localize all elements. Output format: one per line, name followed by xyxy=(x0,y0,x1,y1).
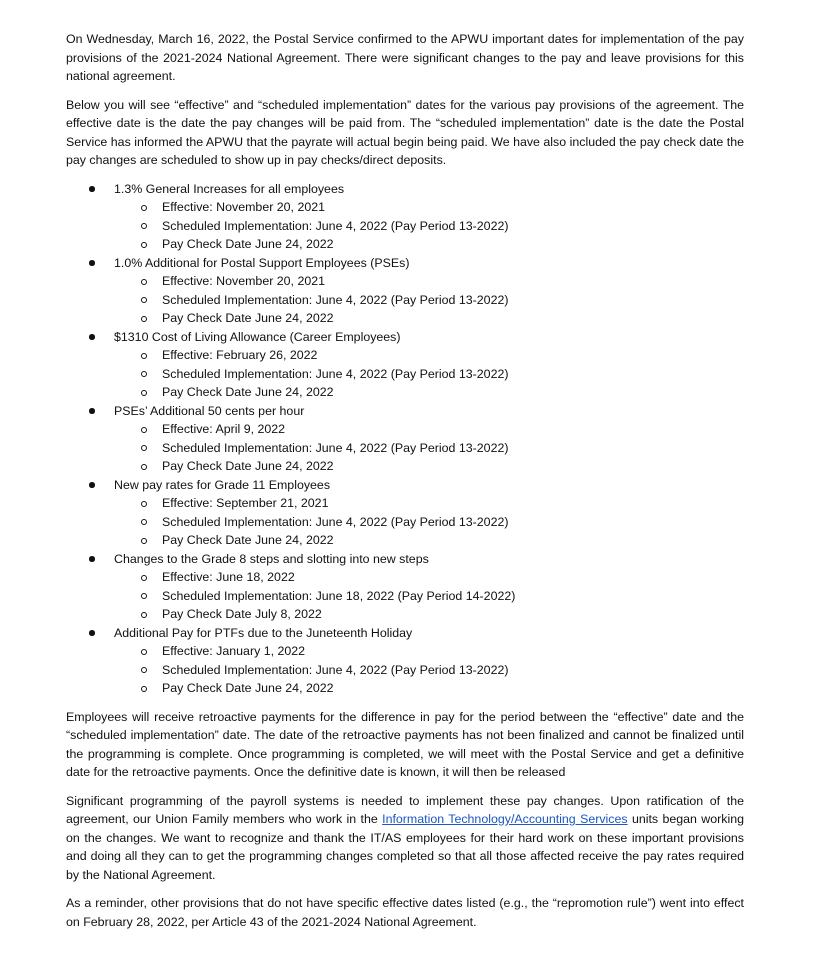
programming-text-end: units began working on the changes. We want to recognize and thank the IT/AS employees for their hard work on these important provisions and doing all they can to get the programming changes completed so that all those affected receive the pay rates required by the National Agreement. xyxy=(66,812,744,882)
provision-detail-text: Pay Check Date June 24, 2022 xyxy=(162,385,334,399)
provision-detail-item xyxy=(114,309,744,328)
provision-detail-item xyxy=(114,494,744,513)
provision-detail-text: Effective: November 20, 2021 xyxy=(162,274,326,288)
bullet-circle-icon xyxy=(141,612,147,618)
provision-detail-item xyxy=(114,457,744,476)
bullet-circle-icon xyxy=(141,445,147,451)
retroactive-payments-paragraph: Employees will receive retroactive payments for the difference in pay for the period between the “effective” date and the “scheduled implementation” date. The date of the retroactive payments has not been finalized and cannot be finalized until the programming is complete. Once programming is completed, we will meet with the Postal Service and get a definitive date for the retroactive payments. Once the definitive date is known, it will then be released xyxy=(66,709,744,779)
bullet-dot-icon xyxy=(89,556,95,562)
provision-detail-item xyxy=(114,365,744,384)
provision-title: New pay rates for Grade 11 Employees xyxy=(114,477,331,492)
bullet-circle-icon xyxy=(141,316,147,322)
bullet-circle-icon xyxy=(141,575,147,581)
dates-explanation-paragraph: Below you will see “effective” and “scheduled implementation” dates for the various pay provisions of the agreement. The effective date is the date the pay changes will be paid from. The “scheduled implementation” date is the date the Postal Service has informed the APWU that the payrate will actual begin being paid. We have also included the pay check date the pay changes are scheduled to show up in pay checks/direct deposits. xyxy=(66,97,744,167)
provision-detail-text: Scheduled Implementation: June 4, 2022 (Pay Period 13-2022) xyxy=(162,366,509,381)
bullet-circle-icon xyxy=(141,205,147,211)
bullet-circle-icon xyxy=(141,297,147,303)
bullet-circle-icon xyxy=(141,464,147,470)
provision-item xyxy=(66,550,744,624)
provision-detail-text: Pay Check Date June 24, 2022 xyxy=(162,237,334,251)
bullet-circle-icon xyxy=(141,223,147,229)
provision-detail-text: Scheduled Implementation: June 18, 2022 (Pay Period 14-2022) xyxy=(162,588,516,603)
bullet-dot-icon xyxy=(89,334,95,340)
provision-detail-item xyxy=(114,661,744,680)
bullet-dot-icon xyxy=(89,482,95,488)
programming-paragraph xyxy=(66,792,744,885)
bullet-circle-icon xyxy=(141,371,147,377)
provision-item xyxy=(66,254,744,328)
provision-item xyxy=(66,402,744,476)
provision-details-list xyxy=(114,346,744,402)
bullet-circle-icon xyxy=(141,649,147,655)
bullet-dot-icon xyxy=(89,408,95,414)
bullet-circle-icon xyxy=(141,242,147,248)
provision-detail-text: Effective: June 18, 2022 xyxy=(162,570,295,584)
provision-detail-item xyxy=(114,531,744,550)
provision-details-list xyxy=(114,642,744,698)
provision-detail-item xyxy=(114,235,744,254)
provision-detail-item xyxy=(114,513,744,532)
provision-detail-item xyxy=(114,642,744,661)
provision-details-list xyxy=(114,420,744,476)
provision-detail-item xyxy=(114,383,744,402)
bullet-circle-icon xyxy=(141,686,147,692)
bullet-circle-icon xyxy=(141,279,147,285)
programming-text-start: Significant programming of the payroll systems is needed to implement these pay changes. Upon ratification of the agreement, our Union Family members who work in the xyxy=(66,793,744,826)
bullet-circle-icon xyxy=(141,353,147,359)
provision-details-list xyxy=(114,272,744,328)
provision-detail-item xyxy=(114,291,744,310)
bullet-circle-icon xyxy=(141,501,147,507)
provision-detail-text: Effective: April 9, 2022 xyxy=(162,422,286,436)
provision-detail-text: Effective: January 1, 2022 xyxy=(162,644,306,658)
provision-item xyxy=(66,328,744,402)
provision-title: PSEs’ Additional 50 cents per hour xyxy=(114,403,305,418)
provision-detail-item xyxy=(114,568,744,587)
reminder-paragraph: As a reminder, other provisions that do not have specific effective dates listed (e.g., the “repromotion rule”) went into effect on February 28, 2022, per Article 43 of the 2021-2024 National Agreement. xyxy=(66,896,744,929)
provision-detail-text: Scheduled Implementation: June 4, 2022 (Pay Period 13-2022) xyxy=(162,662,509,677)
provision-detail-text: Pay Check Date June 24, 2022 xyxy=(162,311,334,325)
provision-details-list xyxy=(114,198,744,254)
provision-detail-item xyxy=(114,420,744,439)
provision-details-list xyxy=(114,494,744,550)
provision-detail-text: Scheduled Implementation: June 4, 2022 (Pay Period 13-2022) xyxy=(162,292,509,307)
it-accounting-services-link[interactable]: Information Technology/Accounting Services xyxy=(382,812,628,826)
provision-detail-text: Effective: February 26, 2022 xyxy=(162,348,318,362)
provision-title: Additional Pay for PTFs due to the Juneteenth Holiday xyxy=(114,625,413,640)
provision-title: 1.0% Additional for Postal Support Employees (PSEs) xyxy=(114,255,410,270)
intro-paragraph: On Wednesday, March 16, 2022, the Postal Service confirmed to the APWU important dates for implementation of the pay provisions of the 2021-2024 National Agreement. There were significant changes to the pay and leave provisions for this national agreement. xyxy=(66,32,744,83)
provision-detail-text: Scheduled Implementation: June 4, 2022 (Pay Period 13-2022) xyxy=(162,440,509,455)
bullet-circle-icon xyxy=(141,519,147,525)
provision-detail-text: Effective: September 21, 2021 xyxy=(162,496,329,510)
provision-detail-item xyxy=(114,587,744,606)
document-page xyxy=(66,30,744,931)
provision-title: $1310 Cost of Living Allowance (Career Employees) xyxy=(114,329,401,344)
provision-details-list xyxy=(114,568,744,624)
bullet-circle-icon xyxy=(141,427,147,433)
provision-detail-item xyxy=(114,272,744,291)
provision-detail-item xyxy=(114,346,744,365)
provision-detail-text: Pay Check Date June 24, 2022 xyxy=(162,681,334,695)
provision-detail-item xyxy=(114,217,744,236)
provision-detail-item xyxy=(114,679,744,698)
provision-title: 1.3% General Increases for all employees xyxy=(114,181,345,196)
bullet-circle-icon xyxy=(141,538,147,544)
bullet-circle-icon xyxy=(141,667,147,673)
provision-detail-text: Effective: November 20, 2021 xyxy=(162,200,326,214)
bullet-circle-icon xyxy=(141,593,147,599)
bullet-dot-icon xyxy=(89,260,95,266)
provision-item xyxy=(66,476,744,550)
provision-title: Changes to the Grade 8 steps and slotting into new steps xyxy=(114,551,429,566)
pay-provisions-list xyxy=(66,180,744,698)
provision-detail-item xyxy=(114,439,744,458)
provision-item xyxy=(66,180,744,254)
provision-detail-text: Pay Check Date July 8, 2022 xyxy=(162,607,322,621)
bullet-dot-icon xyxy=(89,630,95,636)
provision-detail-item xyxy=(114,605,744,624)
provision-item xyxy=(66,624,744,698)
provision-detail-item xyxy=(114,198,744,217)
bullet-circle-icon xyxy=(141,390,147,396)
provision-detail-text: Pay Check Date June 24, 2022 xyxy=(162,533,334,547)
bullet-dot-icon xyxy=(89,186,95,192)
provision-detail-text: Scheduled Implementation: June 4, 2022 (Pay Period 13-2022) xyxy=(162,218,509,233)
provision-detail-text: Scheduled Implementation: June 4, 2022 (Pay Period 13-2022) xyxy=(162,514,509,529)
provision-detail-text: Pay Check Date June 24, 2022 xyxy=(162,459,334,473)
